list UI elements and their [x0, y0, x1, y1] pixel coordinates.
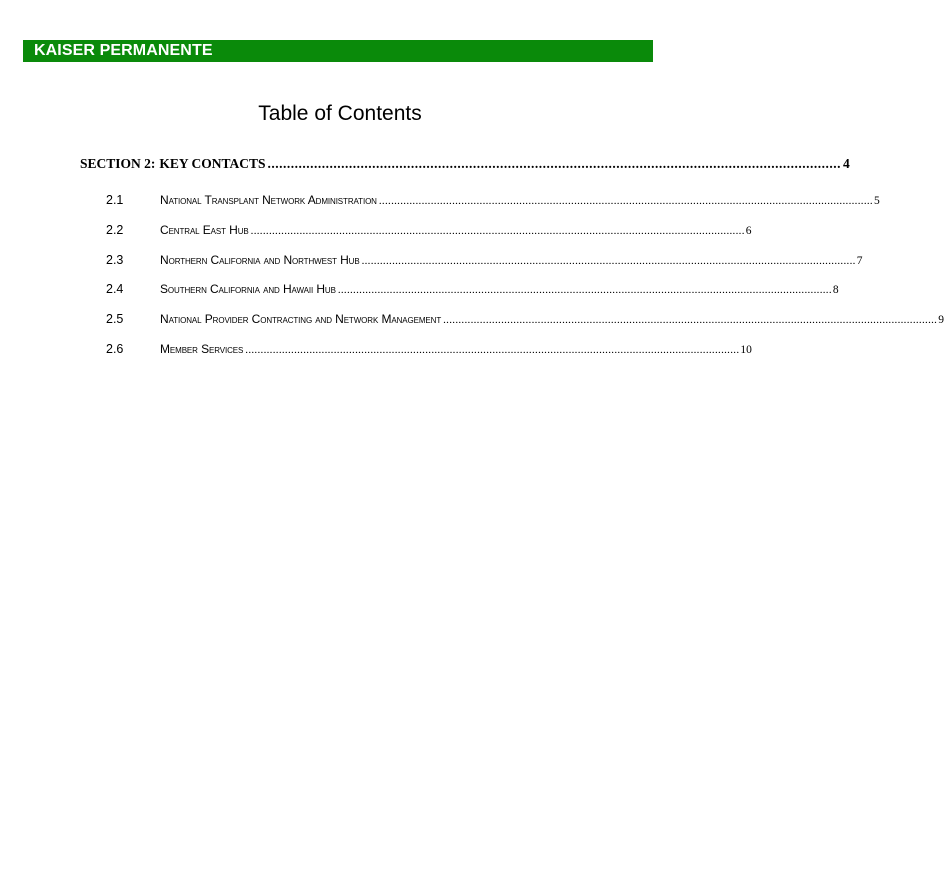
toc-entry-number: 2.2	[106, 222, 124, 237]
toc-entry-number: 2.5	[106, 312, 124, 327]
toc-page-number: 7	[856, 254, 863, 267]
toc-dot-leader: ..................................................................................................................................................................	[361, 254, 856, 267]
toc-page-number: 8	[832, 284, 839, 297]
toc-entry-number: 2.6	[106, 341, 124, 356]
toc-entry-title: Central East Hub	[160, 222, 249, 237]
toc-entry-number: 2.1	[106, 193, 124, 207]
toc-entry-number: 2.4	[106, 282, 124, 297]
toc-entry-2-1[interactable]	[106, 193, 880, 223]
toc-entry-number: 2.3	[106, 252, 124, 267]
header-banner	[23, 40, 653, 62]
toc-entry-2-4[interactable]	[106, 282, 839, 312]
toc-section-entry[interactable]	[80, 155, 850, 173]
toc-dot-leader: ..................................................................................................................................................................	[443, 314, 938, 327]
toc-section-label: SECTION 2:	[80, 156, 156, 171]
toc-entry-2-3[interactable]	[106, 252, 863, 283]
toc-entry-2-2[interactable]	[106, 222, 752, 253]
toc-entry-2-5[interactable]	[106, 312, 944, 342]
toc-entry-title: Southern California and Hawaii Hub	[160, 282, 336, 297]
toc-section-title: KEY CONTACTS	[159, 156, 266, 171]
toc-entry-title: National Provider Contracting and Network Management	[160, 312, 442, 327]
toc-entry-title: Northern California and Northwest Hub	[160, 252, 360, 267]
toc-subsection-list	[106, 193, 944, 372]
toc-dot-leader: ..................................................................................................................................................................	[250, 224, 745, 237]
toc-dot-leader: ..................................................................................................................................................................	[378, 195, 873, 207]
toc-page-number: 10	[740, 343, 752, 356]
toc-page-number: 6	[745, 224, 752, 237]
toc-page-number: 9	[938, 314, 944, 327]
toc-page-number: 4	[843, 156, 850, 171]
banner-title: KAISER PERMANENTE	[34, 42, 213, 59]
toc-entry-2-6[interactable]	[106, 341, 752, 372]
toc-entry-title: Member Services	[160, 341, 244, 356]
toc-title: Table of Contents	[258, 102, 422, 125]
toc-dot-leader: ..................................................................................................................................................................	[245, 343, 740, 356]
toc-entry-title: National Transplant Network Administration	[160, 193, 377, 207]
toc-dot-leader: ..................................................................................................................................................................	[337, 284, 832, 297]
toc-page-number: 5	[873, 195, 880, 207]
toc-dot-leader: ....................................................................................................................................................	[267, 156, 842, 171]
